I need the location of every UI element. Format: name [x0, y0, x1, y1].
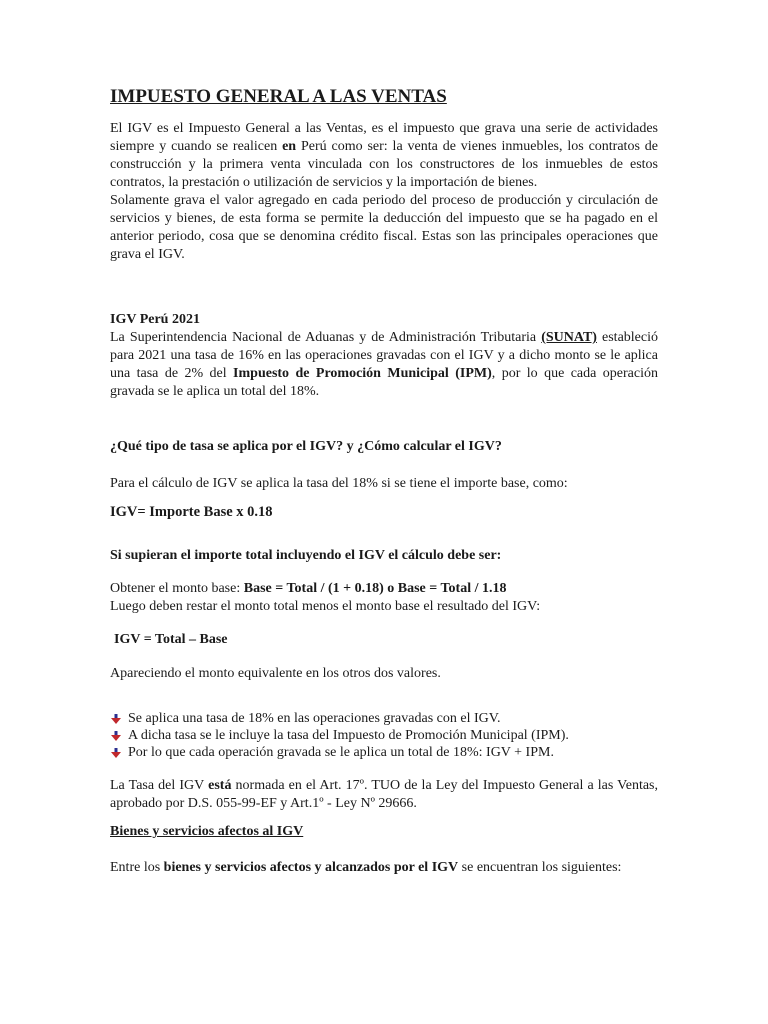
bullet-item — [110, 710, 658, 727]
calc-question-text: ¿Qué tipo de tasa se aplica por el IGV? y ¿Cómo calcular el IGV? — [110, 439, 502, 454]
igv-2021-text-b: estableció para 2021 una tasa de 16% en las operaciones gravadas con el IGV y a dicho monto se le aplica una tasa de 2% del — [110, 330, 658, 381]
equiv-text: Apareciendo el monto equivalente en los otros dos valores. — [110, 666, 441, 681]
formula-2-text: IGV = Total – Base — [114, 632, 228, 647]
igv-2021-section — [110, 311, 658, 401]
norm-text-b: normada en el Art. 17º. TUO de la Ley del Impuesto General a las Ventas, aprobado por D.S. 055-99-EF y Art.1º - Ley Nº 29666. — [110, 778, 658, 811]
equiv-block — [110, 665, 658, 683]
formula-1-block — [110, 503, 658, 521]
intro-paragraph-1 — [110, 120, 658, 192]
bullet-item — [110, 727, 658, 744]
formula-1 — [110, 503, 658, 521]
calc-question — [110, 438, 658, 456]
goods-paragraph — [110, 859, 658, 877]
bullet-list-block — [110, 710, 658, 761]
formula-2-block — [110, 631, 658, 649]
goods-block — [110, 859, 658, 877]
total-heading-block — [110, 547, 658, 565]
base-prefix: Obtener el monto base: — [110, 581, 244, 596]
goods-text-a: Entre los — [110, 860, 164, 875]
formula-1-text: IGV= Importe Base x 0.18 — [110, 504, 273, 520]
igv-2021-paragraph — [110, 329, 658, 401]
calc-text: Para el cálculo de IGV se aplica la tasa del 18% si se tiene el importe base, como: — [110, 476, 568, 491]
bullet-text: Se aplica una tasa de 18% en las operaciones gravadas con el IGV. — [128, 711, 501, 726]
arrow-down-bullet-icon — [111, 714, 121, 724]
intro-paragraph-2: Solamente grava el valor agregado en cada periodo del proceso de producción y circulación de servicios y bienes, de esta forma se permite la deducción del impuesto que se ha pagado en el anterior periodo, cosa que se denomina crédito fiscal. Estas son las principales operaciones que grava el IGV. — [110, 193, 658, 262]
document-title: IMPUESTO GENERAL A LAS VENTAS — [110, 86, 447, 107]
formula-2 — [110, 631, 658, 649]
base-line — [110, 580, 658, 598]
bullet-item — [110, 744, 658, 761]
bullet-text: Por lo que cada operación gravada se le aplica un total de 18%: IGV + IPM. — [128, 745, 554, 760]
igv-2021-text-c: , por lo que cada operación gravada se le aplica un total del 18%. — [110, 366, 658, 399]
rest-text: Luego deben restar el monto total menos el monto base el resultado del IGV: — [110, 599, 541, 614]
igv-2021-heading-text: IGV Perú 2021 — [110, 312, 200, 327]
arrow-down-bullet-icon — [111, 731, 121, 741]
intro-text-a: El IGV es el Impuesto General a las Ventas, es el impuesto que grava una serie de actividades siempre y cuando se realicen — [110, 121, 658, 154]
igv-2021-text-a: La Superintendencia Nacional de Aduanas y de Administración Tributaria — [110, 330, 542, 345]
base-block — [110, 580, 658, 616]
bullet-text: A dicha tasa se le incluye la tasa del Impuesto de Promoción Municipal (IPM). — [128, 728, 569, 743]
base-formula: Base = Total / (1 + 0.18) o Base = Total / 1.18 — [243, 581, 507, 596]
calc-text-block — [110, 475, 658, 493]
goods-heading-text: Bienes y servicios afectos al IGV — [110, 824, 304, 839]
total-heading — [110, 547, 658, 565]
goods-heading-block — [110, 823, 658, 841]
goods-heading — [110, 823, 658, 841]
goods-text-b: se encuentran los siguientes: — [458, 860, 622, 875]
bullet-list — [110, 710, 658, 761]
norm-text-a: La Tasa del IGV — [110, 778, 209, 793]
igv-2021-heading — [110, 311, 658, 329]
intro-text-b: Perú como ser: la venta de vienes inmuebles, los contratos de construcción y la primera venta vinculada con los constructores de los inmuebles de estos contratos, la prestación o utilización de servicios y la importación de bienes. — [110, 139, 658, 190]
goods-bold: bienes y servicios afectos y alcanzados por el IGV — [163, 860, 459, 875]
sunat-link[interactable]: (SUNAT) — [541, 330, 597, 345]
ipm-bold: Impuesto de Promoción Municipal (IPM) — [233, 366, 492, 381]
arrow-down-bullet-icon — [111, 748, 121, 758]
norm-bold: está — [208, 778, 232, 793]
norm-paragraph — [110, 777, 658, 813]
intro-section — [110, 120, 658, 264]
calc-question-block — [110, 438, 658, 456]
intro-text-bold: en — [282, 139, 297, 154]
total-heading-text: Si supieran el importe total incluyendo el IGV el cálculo debe ser: — [110, 548, 502, 563]
norm-block — [110, 777, 658, 813]
